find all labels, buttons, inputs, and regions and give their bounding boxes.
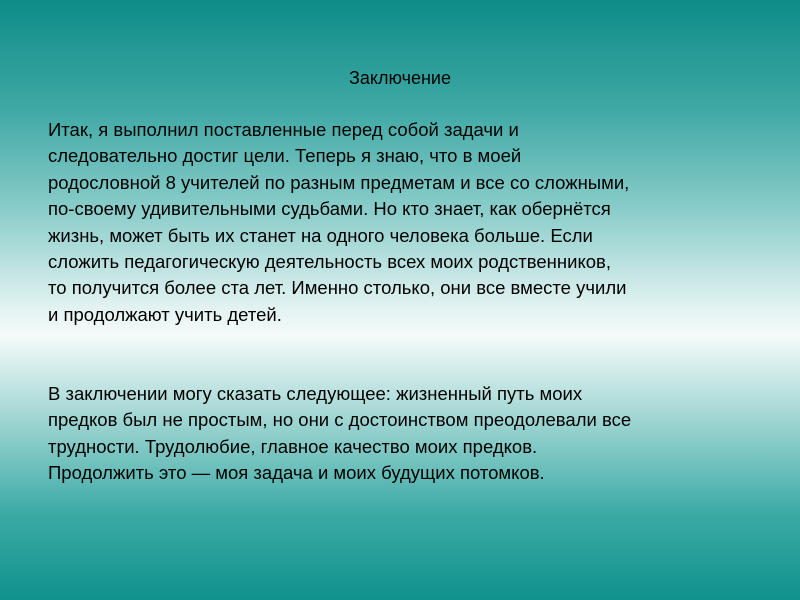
text-line: родословной 8 учителей по разным предметам и все со сложными, bbox=[48, 171, 630, 193]
text-line: и продолжают учить детей. bbox=[48, 303, 282, 325]
text-line: предков был не простым, но они с достоинством преодолевали все bbox=[48, 409, 632, 431]
text-line: Итак, я выполнил поставленные перед собой задачи и bbox=[48, 119, 519, 140]
paragraph-conclusion bbox=[48, 381, 768, 487]
text-line: В заключении могу сказать следующее: жизненный путь моих bbox=[48, 383, 583, 404]
text-line: следовательно достиг цели. Теперь я знаю, что в моей bbox=[48, 145, 522, 167]
text-line: трудности. Трудолюбие, главное качество моих предков. bbox=[48, 435, 538, 457]
slide-title: Заключение bbox=[349, 68, 451, 88]
text-line: сложить педагогическую деятельность всех моих родственников, bbox=[48, 251, 612, 273]
text-line: то получится более ста лет. Именно столько, они все вместе учили bbox=[48, 277, 627, 299]
text-line: Продолжить это — моя задача и моих будущих потомков. bbox=[48, 462, 545, 484]
text-line: жизнь, может быть их станет на одного человека больше. Если bbox=[48, 224, 593, 246]
paragraph-summary bbox=[48, 117, 768, 328]
text-line: по-своему удивительными судьбами. Но кто знает, как обернётся bbox=[48, 198, 611, 220]
